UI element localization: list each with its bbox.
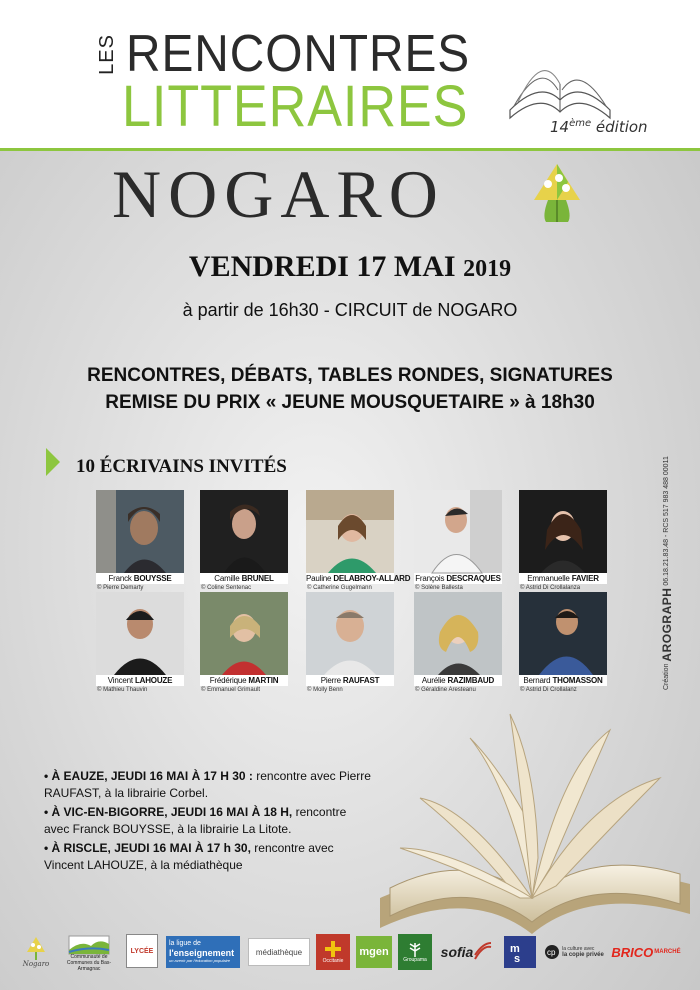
writer-card bbox=[96, 490, 184, 592]
writer-name: Bernard THOMASSON bbox=[519, 675, 607, 686]
program-line-2: REMISE DU PRIX « JEUNE MOUSQUETAIRE » à 18h30 bbox=[105, 392, 595, 413]
writer-card bbox=[200, 490, 288, 592]
bricomarche-logo: BRICO MARCHÉ bbox=[611, 944, 681, 960]
photo-credit: © Mathieu Thauvin bbox=[97, 687, 148, 693]
edition-label: 14ème édition bbox=[550, 118, 648, 136]
event-time-location: à partir de 16h30 - CIRCUIT de NOGARO bbox=[182, 300, 518, 320]
event-program bbox=[0, 362, 700, 416]
sofia-logo: sofia bbox=[436, 938, 498, 966]
photo-credit: © Astrid Di Crollalanza bbox=[520, 585, 581, 591]
writer-photo bbox=[96, 490, 184, 573]
writer-name: Emmanuelle FAVIER bbox=[519, 573, 607, 584]
writer-card bbox=[519, 490, 607, 592]
writer-card bbox=[306, 490, 411, 592]
open-book-illustration bbox=[360, 708, 700, 934]
writer-photo bbox=[200, 592, 288, 675]
satellite-event-item: • À EAUZE, JEUDI 16 MAI À 17 H 30 : rencontre avec Pierre RAUFAST, à la librairie Corbel. bbox=[44, 769, 371, 800]
letters-ms-icon bbox=[508, 940, 532, 964]
photo-credit: © Catherine Gugelmann bbox=[307, 585, 372, 591]
sponsor-logos bbox=[0, 930, 700, 980]
cross-icon bbox=[324, 940, 342, 958]
writer-photo bbox=[306, 490, 394, 573]
photo-credit: © Pierre Demarty bbox=[97, 585, 144, 591]
satellite-events bbox=[44, 768, 374, 876]
writer-photo bbox=[96, 592, 184, 675]
satellite-event-item: • À RISCLE, JEUDI 16 MAI À 17 h 30, rencontre avec Vincent LAHOUZE, à la médiathèque bbox=[44, 841, 334, 872]
writer-name: François DESCRAQUES bbox=[415, 574, 501, 583]
ligue-enseignement-logo: la ligue de l'enseignement un avenir par l'éducation populaire bbox=[166, 936, 240, 968]
photo-credit: © Coline Sentenac bbox=[201, 585, 252, 591]
photo-credit: © Solène Ballesta bbox=[415, 585, 463, 591]
writer-photo bbox=[519, 592, 607, 675]
mediatheque-logo: médiathèque bbox=[248, 938, 310, 966]
writer-name: Frédérique MARTIN bbox=[200, 675, 288, 686]
mgen-logo: mgen bbox=[356, 936, 392, 968]
wheat-icon bbox=[406, 941, 424, 957]
program-line-1: RENCONTRES, DÉBATS, TABLES RONDES, SIGNATURES bbox=[87, 365, 613, 386]
occitanie-logo: Occitanie bbox=[316, 934, 350, 970]
music-logo bbox=[504, 936, 536, 968]
groupama-logo: Groupama bbox=[398, 934, 432, 970]
writer-card bbox=[200, 592, 288, 694]
writer-photo bbox=[414, 490, 502, 573]
writer-card bbox=[306, 592, 394, 694]
event-date: VENDREDI 17 MAI 2019 bbox=[188, 250, 512, 283]
writer-name: Franck BOUYSSE bbox=[96, 573, 184, 584]
writer-card bbox=[414, 490, 502, 592]
svg-text:cp: cp bbox=[547, 948, 556, 957]
writers-grid bbox=[96, 490, 603, 700]
title-prefix: LES bbox=[96, 34, 118, 75]
satellite-event-item: • À VIC-EN-BIGORRE, JEUDI 16 MAI À 18 H, rencontre avec Franck BOUYSSE, à la librairie La Litote. bbox=[44, 805, 347, 836]
photo-credit: © Emmanuel Grimault bbox=[201, 687, 261, 693]
cp-icon bbox=[544, 944, 560, 960]
writer-card bbox=[96, 592, 184, 694]
writer-name: Vincent LAHOUZE bbox=[96, 675, 184, 686]
photo-credit: © Géraldine Aresteanu bbox=[415, 687, 476, 693]
header-divider bbox=[0, 148, 700, 151]
title-line-2: LITTERAIRES bbox=[122, 74, 469, 139]
writer-photo bbox=[519, 490, 607, 573]
svg-text:m: m bbox=[510, 943, 520, 955]
wave-icon bbox=[473, 943, 493, 961]
lily-of-the-valley-icon bbox=[528, 160, 586, 224]
writer-name: Aurélie RAZIMBAUD bbox=[414, 675, 502, 686]
title-line-1: RENCONTRES bbox=[126, 25, 471, 83]
writer-photo bbox=[200, 490, 288, 573]
communaute-logo: Communauté de Communes du Bas-Armagnac bbox=[62, 934, 116, 974]
writer-photo bbox=[306, 592, 394, 675]
copie-privee-logo: cp la culture avec la copie privée bbox=[544, 938, 604, 966]
writer-name: Camille BRUNEL bbox=[200, 573, 288, 584]
designer-credit: Création AROGRAPH 06.18.21.83.48 - RCS 517 983 488 00011 bbox=[660, 456, 674, 690]
lily-icon bbox=[25, 936, 47, 960]
nogaro-logo: Nogaro bbox=[18, 930, 54, 974]
lycee-logo: LYCÉE bbox=[126, 934, 158, 968]
writer-name: Pierre RAUFAST bbox=[306, 675, 394, 686]
header-band bbox=[0, 0, 700, 148]
photo-credit: © Astrid Di Crollalanz bbox=[520, 687, 577, 693]
town-name: NOGARO bbox=[112, 156, 445, 232]
writer-photo bbox=[414, 592, 502, 675]
writer-name: Pauline DELABROY-ALLARD bbox=[306, 574, 411, 583]
writer-card bbox=[414, 592, 502, 694]
writers-heading: 10 ÉCRIVAINS INVITÉS bbox=[76, 456, 287, 477]
photo-credit: © Molly Benn bbox=[307, 687, 343, 693]
play-arrow-icon bbox=[46, 448, 60, 476]
landscape-icon bbox=[69, 936, 109, 954]
writer-card bbox=[519, 592, 607, 694]
svg-text:s: s bbox=[514, 953, 521, 965]
